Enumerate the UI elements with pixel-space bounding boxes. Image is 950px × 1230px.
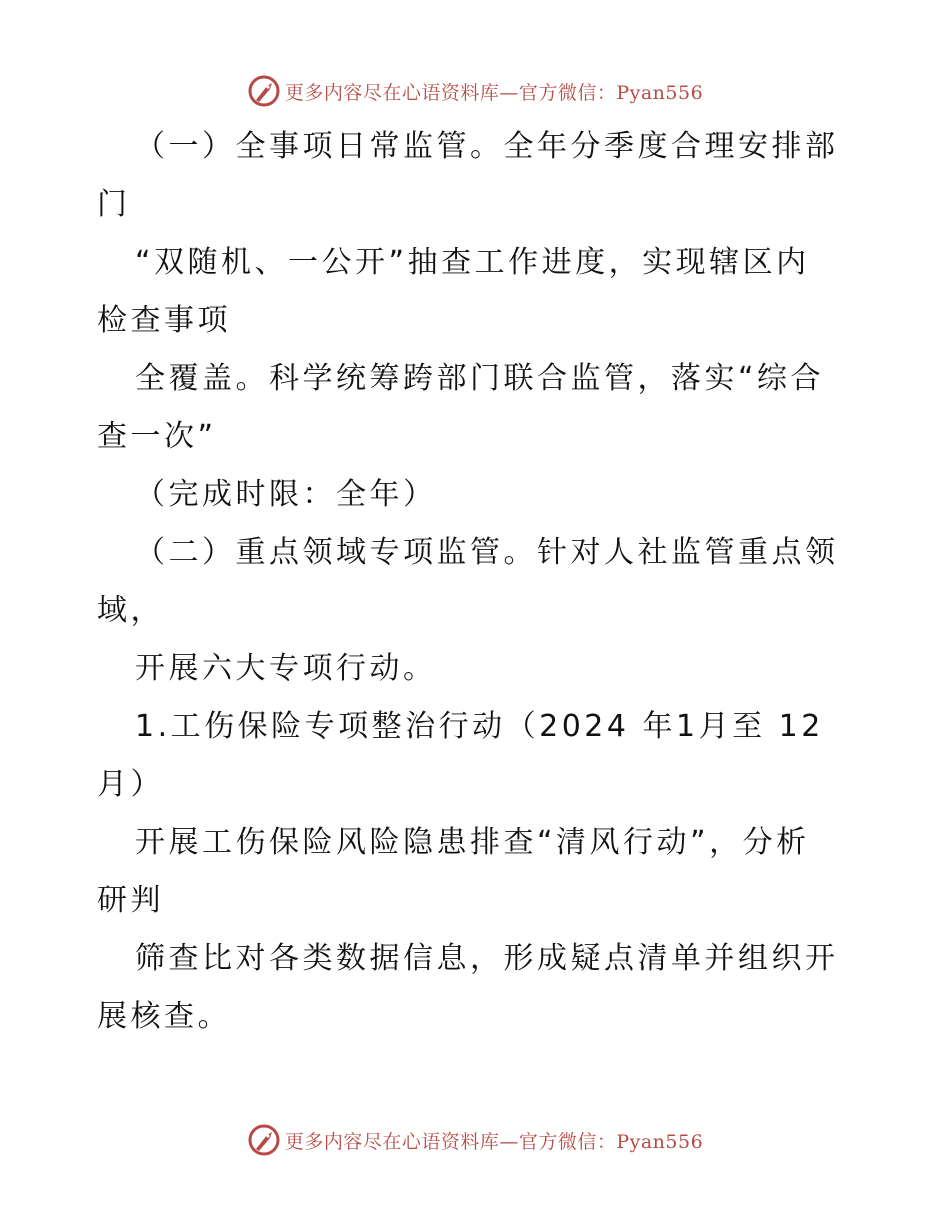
- banner-text: 更多内容尽在心语资料库—官方微信：Pyan556: [284, 1130, 704, 1153]
- text-line: 月）: [97, 767, 164, 802]
- text-line: （完成时限：全年）: [135, 477, 437, 512]
- text-line: 域，: [97, 593, 164, 628]
- header-banner: [0, 71, 950, 111]
- text-line: （二）重点领域专项监管。针对人社监管重点领: [135, 535, 839, 570]
- pen-nib-circle-icon: [247, 74, 281, 108]
- text-line: 开展工伤保险风险隐患排查“清风行动”，分析: [135, 825, 810, 860]
- text-line: 门: [97, 187, 131, 222]
- text-line: 1.工伤保险专项整治行动（2024 年1月至 12: [135, 709, 824, 744]
- text-line: 检查事项: [97, 303, 231, 338]
- text-line: 查一次”: [97, 419, 217, 454]
- text-line: （一）全事项日常监管。全年分季度合理安排部: [135, 129, 839, 164]
- text-line: “双随机、一公开”抽查工作进度，实现辖区内: [135, 245, 810, 280]
- footer-banner: [0, 1120, 950, 1160]
- text-line: 研判: [97, 883, 164, 918]
- text-line: 展核查。: [97, 999, 231, 1034]
- text-line: 筛查比对各类数据信息，形成疑点清单并组织开: [135, 941, 839, 976]
- text-line: 开展六大专项行动。: [135, 651, 437, 686]
- banner-text: 更多内容尽在心语资料库—官方微信：Pyan556: [284, 81, 704, 104]
- document-body: [97, 118, 857, 1046]
- pen-nib-circle-icon: [247, 1123, 281, 1157]
- text-line: 全覆盖。科学统筹跨部门联合监管，落实“综合: [135, 361, 825, 396]
